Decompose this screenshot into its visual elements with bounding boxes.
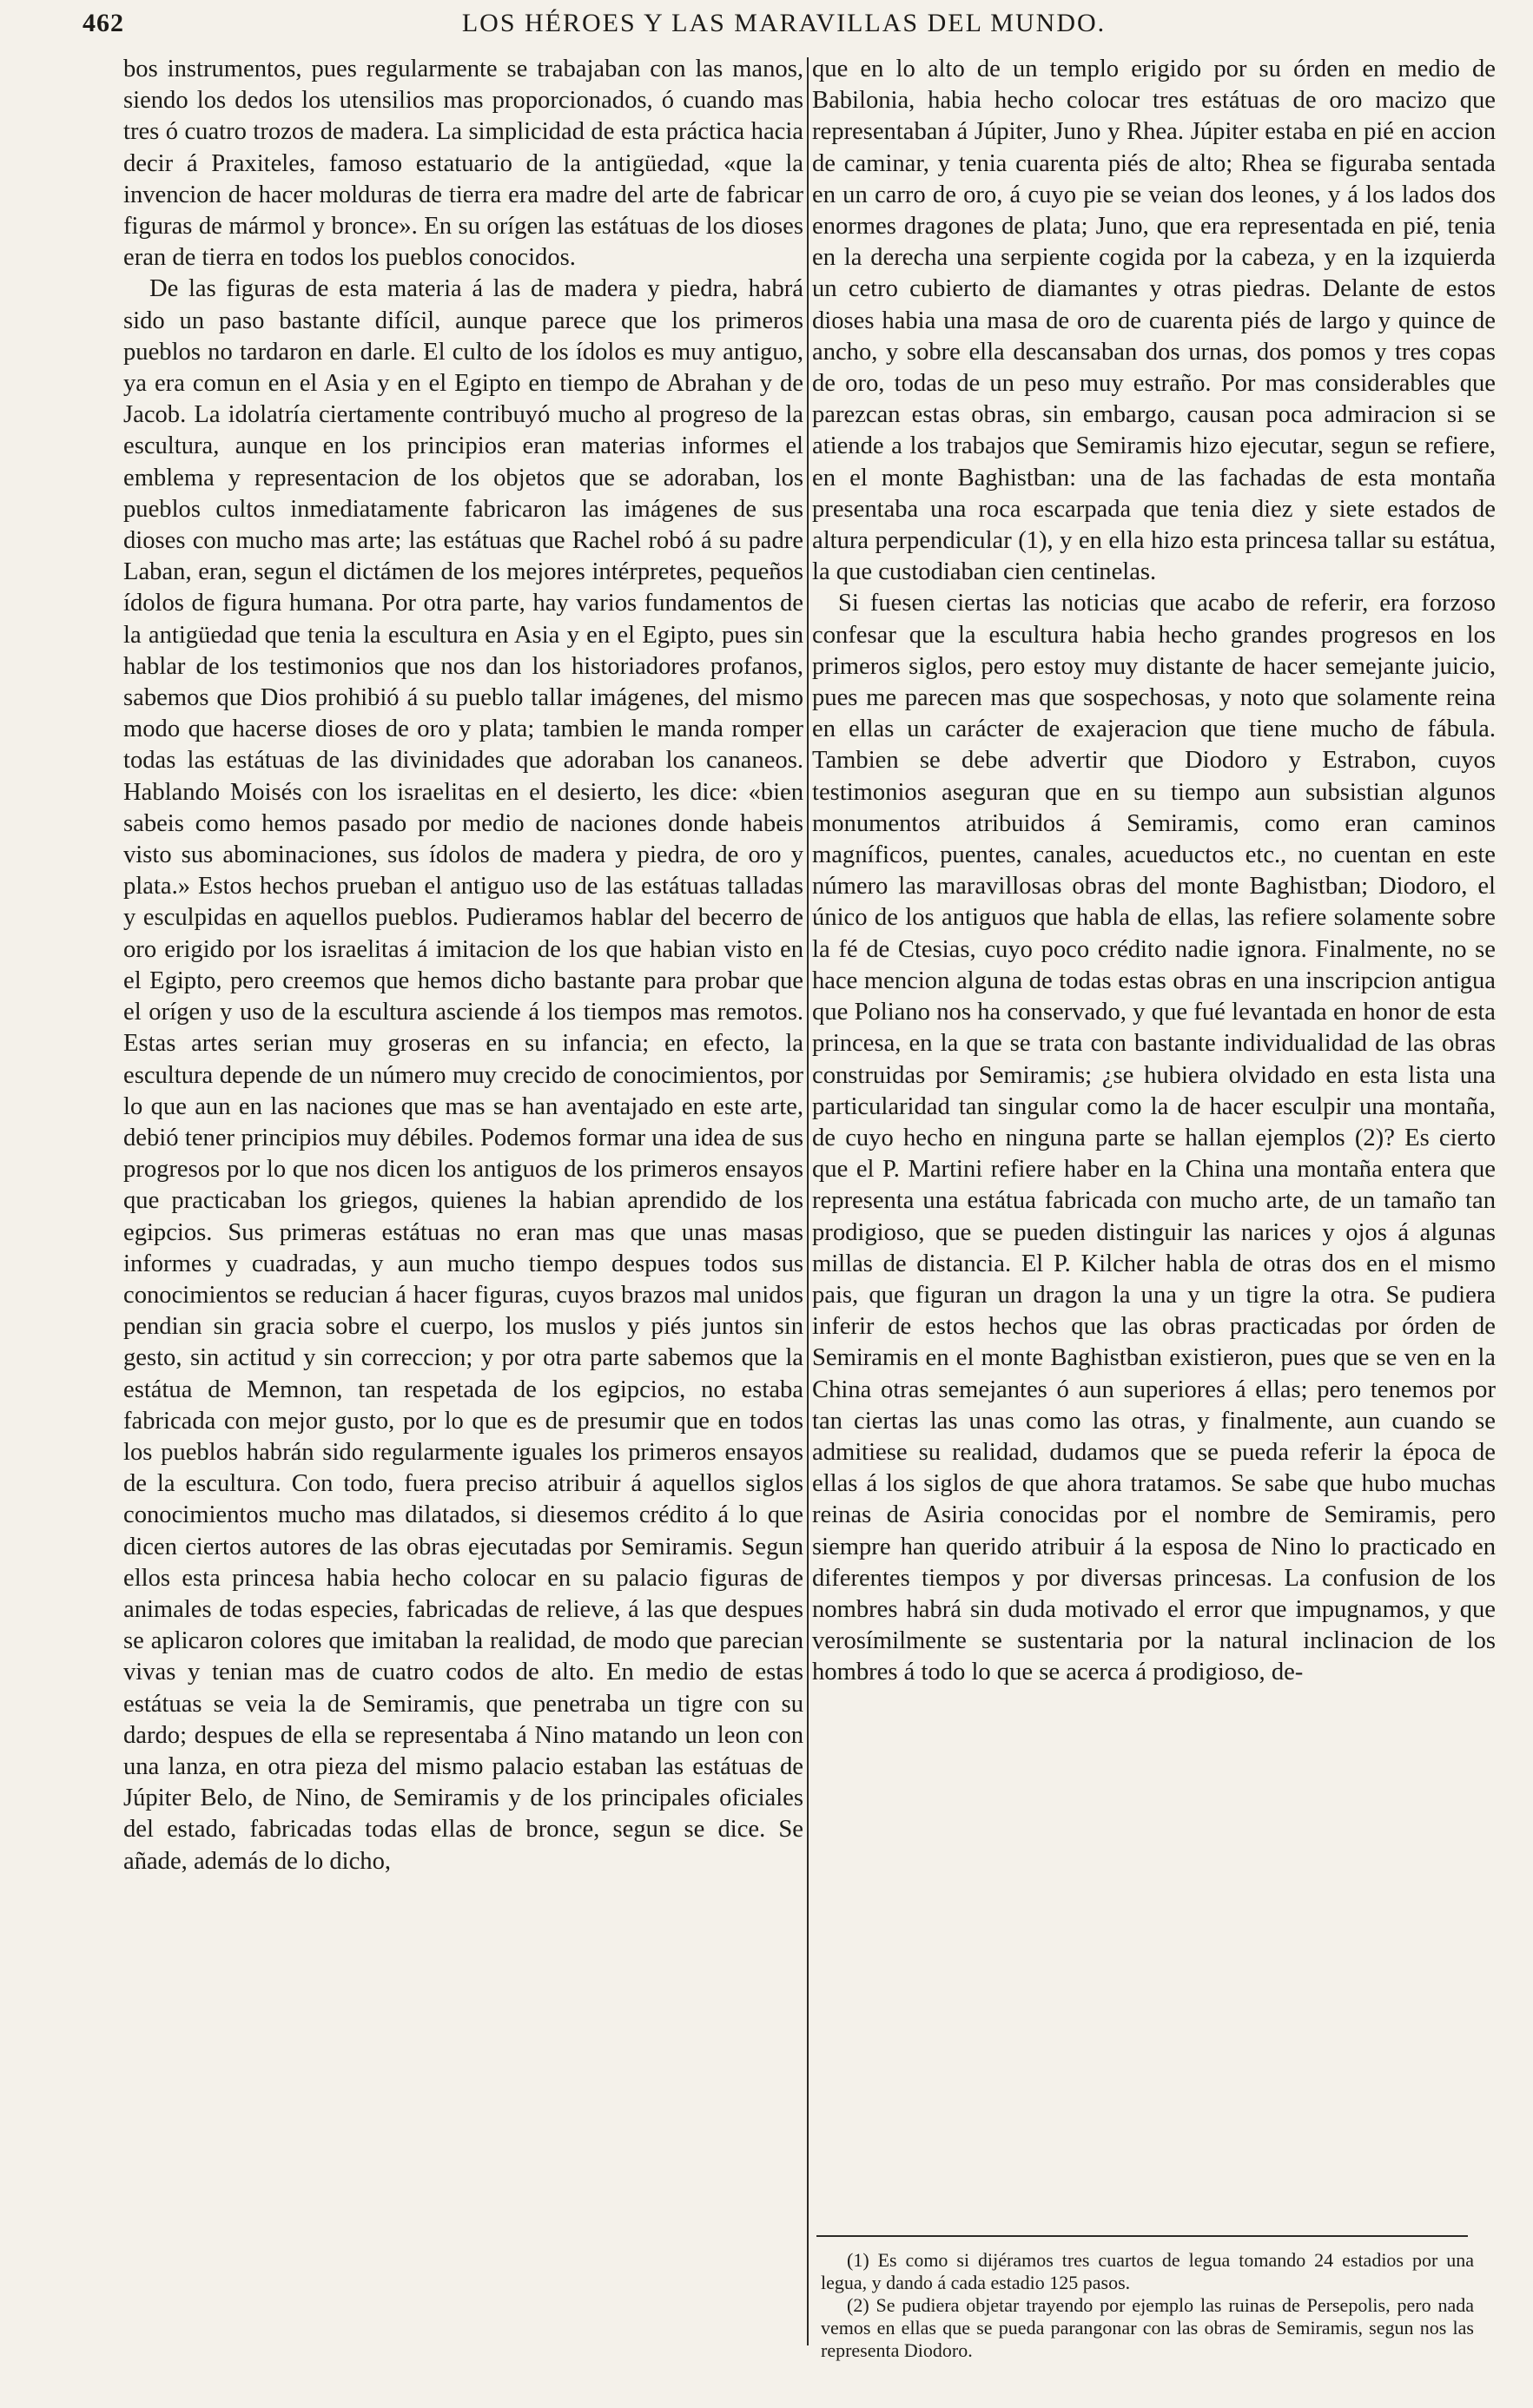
right-column	[812, 54, 1496, 1689]
paragraph: que en lo alto de un templo erigido por su órden en medio de Babilonia, habia hecho colocar tres estátuas de oro macizo que representaban á Júpiter, Juno y Rhea. Júpiter estaba en pié en accion de caminar, y tenia cuarenta piés de alto; Rhea se figuraba sentada en un carro de oro, á cuyo pie se veian dos leones, y á los lados dos enormes dragones de plata; Juno, que era representada en pié, tenia en la derecha una serpiente cogida por la cabeza, y en la izquierda un cetro cubierto de diamantes y otras piedras. Delante de estos dioses habia una masa de oro de cuarenta piés de largo y quince de ancho, y sobre ella descansaban dos urnas, dos pomos y tres copas de oro, todas de un peso muy estraño. Por mas considerables que parezcan estas obras, sin embargo, causan poca admiracion si se atiende a los trabajos que Semiramis hizo ejecutar, segun se refiere, en el monte Baghistban: una de las fachadas de esta montaña presentaba una roca escarpada que tenia diez y siete estados de altura perpendicular (1), y en ella hizo esta princesa tallar su estátua, la que custodiaban cien centinelas.	[812, 56, 1496, 586]
footnote-divider	[816, 2235, 1468, 2237]
page-header	[83, 9, 1485, 47]
column-divider	[807, 57, 809, 2345]
left-column	[123, 54, 803, 1877]
footnote-1: (1) Es como si dijéramos tres cuartos de legua tomando 24 estadios por una legua, y dando á cada estadio 125 pasos.	[821, 2249, 1474, 2293]
footnote-2: (2) Se pudiera objetar trayendo por ejemplo las ruinas de Persepolis, pero nada vemos en ellas que se pueda parangonar con las obras de Semiramis, segun nos las representa Diodoro.	[821, 2294, 1474, 2361]
paragraph: bos instrumentos, pues regularmente se trabajaban con las manos, siendo los dedos los utensilios mas proporcionados, ó cuando mas tres ó cuatro trozos de madera. La simplicidad de esta práctica hacia decir á Praxiteles, famoso estatuario de la antigüedad, «que la invencion de hacer molduras de tierra era madre del arte de fabricar figuras de mármol y bronce». En su orígen las estátuas de los dioses eran de tierra en todos los pueblos conocidos.	[123, 56, 803, 272]
paragraph: Si fuesen ciertas las noticias que acabo de referir, era forzoso confesar que la escultura habia hecho grandes progresos en los primeros siglos, pero estoy muy distante de hacer semejante juicio, pues me parecen mas que sospechosas, y noto que solamente reina en ellas un carácter de exajeracion que tiene mucho de fábula. Tambien se debe advertir que Diodoro y Estrabon, cuyos testimonios aseguran que en su tiempo aun subsistian algunos monumentos atribuidos á Semiramis, como eran caminos magníficos, puentes, canales, acueductos etc., no cuentan en este número las maravillosas obras del monte Baghistban; Diodoro, el único de los antiguos que habla de ellas, las refiere solamente sobre la fé de Ctesias, cuyo poco crédito nadie ignora. Finalmente, no se hace mencion alguna de todas estas obras en una inscripcion antigua que Poliano nos ha conservado, y que fué levantada en honor de esta princesa, en la que se trata con bastante individualidad de las obras construidas por Semiramis; ¿se hubiera olvidado en esta lista una particularidad tan singular como la de hacer esculpir una montaña, de cuyo hecho en ninguna parte se hallan ejemplos (2)? Es cierto que el P. Martini refiere haber en la China una montaña entera que representa una estátua fabricada con mucho arte, de un tamaño tan prodigioso, que se pueden distinguir las narices y ojos á algunas millas de distancia. El P. Kilcher habla de otras dos en el mismo pais, que figuran un dragon la una y un tigre la otra. Se pudiera inferir de estos hechos que las obras practicadas por órden de Semiramis en el monte Baghistban existieron, pues que se ven en la China otras semejantes ó aun superiores á ellas; pero tenemos por tan ciertas las unas como las otras, y finalmente, aun cuando se admitiese su realidad, dudamos que se pueda referir la época de ellas á los siglos de que ahora tratamos. Se sabe que hubo muchas reinas de Asiria conocidas por el nombre de Semiramis, pero siempre han querido atribuir á la esposa de Nino lo practicado en diferentes tiempos y por diversas princesas. La confusion de los nombres habrá sin duda motivado el error que impugnamos, y que verosímilmente se sustentaria por la natural inclinacion de los hombres á todo lo que se acerca á prodigioso, de-	[812, 590, 1496, 1686]
paragraph: De las figuras de esta materia á las de madera y piedra, habrá sido un paso bastante difícil, aunque parece que los primeros pueblos no tardaron en darle. El culto de los ídolos es muy antiguo, ya era comun en el Asia y en el Egipto en tiempo de Abrahan y de Jacob. La idolatría ciertamente contribuyó mucho al progreso de la escultura, aunque en los principios eran materias informes el emblema y representacion de los objetos que se adoraban, los pueblos cultos inmediatamente fabricaron las imágenes de sus dioses con mucho mas arte; las estátuas que Rachel robó á su padre Laban, eran, segun el dictámen de los mejores intérpretes, pequeños ídolos de figura humana. Por otra parte, hay varios fundamentos de la antigüedad que tenia la escultura en Asia y en el Egipto, pues sin hablar de los testimonios que nos dan los historiadores profanos, sabemos que Dios prohibió á su pueblo tallar imágenes, del mismo modo que hacerse dioses de oro y plata; tambien le manda romper todas las estátuas de las divinidades que adoraban los cananeos. Hablando Moisés con los israelitas en el desierto, les dice: «bien sabeis como hemos pasado por medio de naciones donde habeis visto sus abominaciones, sus ídolos de madera y piedra, de oro y plata.» Estos hechos prueban el antiguo uso de las estátuas talladas y esculpidas en aquellos pueblos. Pudieramos hablar del becerro de oro erigido por los israelitas á imitacion de los que habian visto en el Egipto, pero creemos que hemos dicho bastante para probar que el orígen y uso de la escultura asciende á los tiempos mas remotos. Estas artes serian muy groseras en su infancia; en efecto, la escultura depende de un número muy crecido de conocimientos, por lo que aun en las naciones que mas se han aventajado en este arte, debió tener principios muy débiles. Podemos formar una idea de sus progresos por lo que nos dicen los antiguos de los primeros ensayos que practicaban los griegos, quienes la habian aprendido de los egipcios. Sus primeras estátuas no eran mas que unas masas informes y cuadradas, y aun mucho tiempo despues todos sus conocimientos se reducian á hacer figuras, cuyos brazos mal unidos pendian sin gracia sobre el cuerpo, los muslos y piés juntos sin gesto, sin actitud y sin correccion; y por otra parte sabemos que la estátua de Memnon, tan respetada de los egipcios, no estaba fabricada con mejor gusto, por lo que es de presumir que en todos los pueblos habrán sido regularmente iguales los primeros ensayos de la escultura. Con todo, fuera preciso atribuir á aquellos siglos conocimientos mucho mas dilatados, si diesemos crédito á lo que dicen ciertos autores de las obras ejecutadas por Semiramis. Segun ellos esta princesa habia hecho colocar en su palacio figuras de animales de todas especies, fabricadas de relieve, á las que despues se aplicaron colores que imitaban la realidad, de modo que parecian vivas y tenian mas de cuatro codos de alto. En medio de estas estátuas se veia la de Semiramis, que penetraba un tigre con su dardo; despues de ella se representaba á Nino matando un leon con una lanza, en otra pieza del mismo palacio estaban las estátuas de Júpiter Belo, de Nino, de Semiramis y de los principales oficiales del estado, fabricadas todas ellas de bronce, segun se dice. Se añade, además de lo dicho,	[123, 275, 803, 1875]
running-title: LOS HÉROES Y LAS MARAVILLAS DEL MUNDO.	[461, 9, 1107, 37]
page-number: 462	[83, 9, 124, 37]
footnotes	[821, 2249, 1474, 2362]
